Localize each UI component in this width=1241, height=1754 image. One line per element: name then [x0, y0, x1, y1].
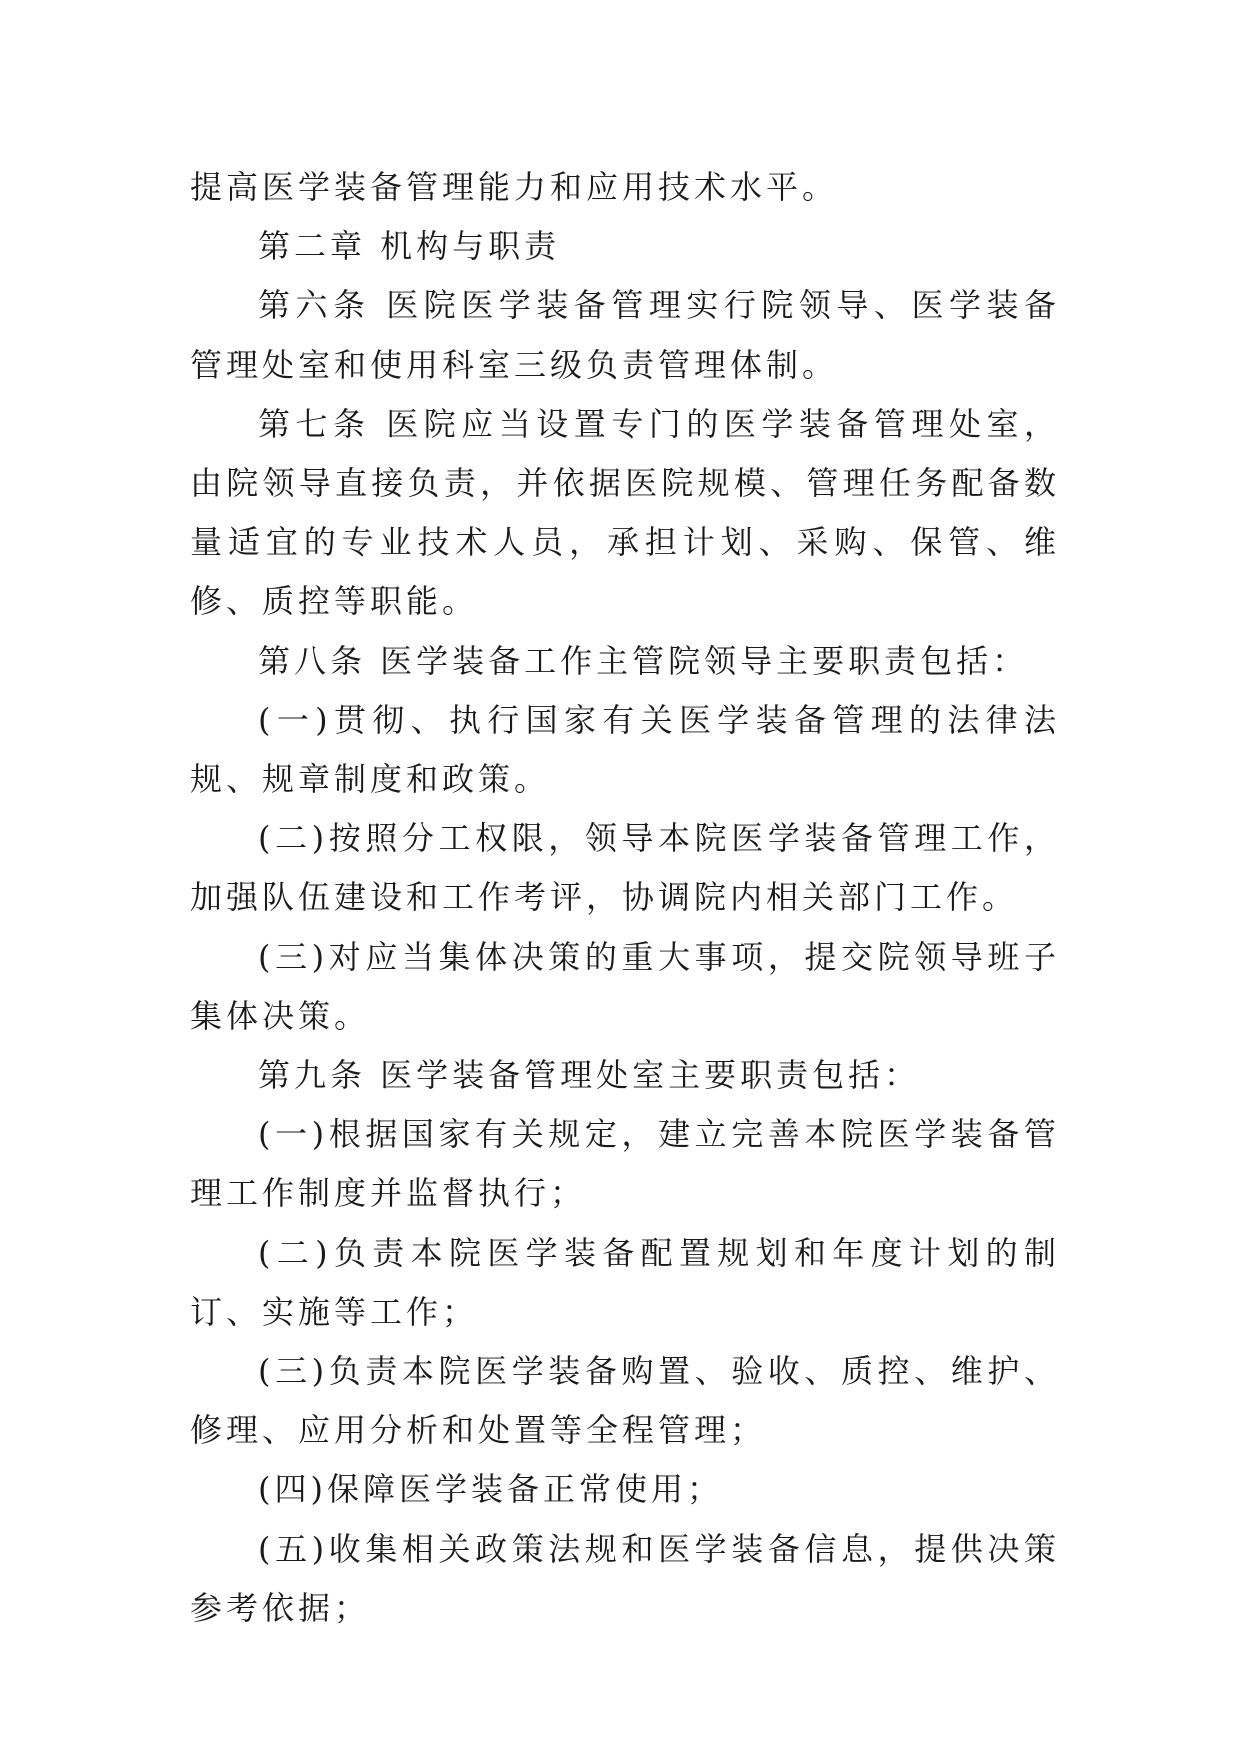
article-8-item-2: (二)按照分工权限，领导本院医学装备管理工作，加强队伍建设和工作考评，协调院内相关部门工作。 — [190, 819, 1060, 917]
article-7: 第七条 医院应当设置专门的医学装备管理处室，由院领导直接负责，并依据医院规模、管理任务配备数量适宜的专业技术人员，承担计划、采购、保管、维修、质控等职能。 — [190, 404, 1060, 621]
article-9-item-1: (一)根据国家有关规定，建立完善本院医学装备管理工作制度并监督执行； — [190, 1115, 1060, 1213]
document-body — [190, 158, 1060, 1638]
article-9-item-5: (五)收集相关政策法规和医学装备信息，提供决策参考依据； — [190, 1529, 1060, 1627]
article-9-item-3: (三)负责本院医学装备购置、验收、质控、维护、修理、应用分析和处置等全程管理； — [190, 1352, 1060, 1450]
article-8-item-3: (三)对应当集体决策的重大事项，提交院领导班子集体决策。 — [190, 937, 1060, 1035]
article-9-item-4: (四)保障医学装备正常使用； — [258, 1470, 723, 1509]
article-8-item-1: (一)贯彻、执行国家有关医学装备管理的法律法规、规章制度和政策。 — [190, 700, 1060, 799]
article-9: 第九条 医学装备管理处室主要职责包括： — [258, 1056, 921, 1095]
paragraph-continuation: 提高医学装备管理能力和应用技术水平。 — [190, 168, 839, 206]
article-9-item-2: (二)负责本院医学装备配置规划和年度计划的制订、实施等工作； — [190, 1233, 1060, 1331]
chapter-heading: 第二章 机构与职责 — [258, 227, 561, 266]
article-6: 第六条 医院医学装备管理实行院领导、医学装备管理处室和使用科室三级负责管理体制。 — [190, 286, 1060, 384]
article-8: 第八条 医学装备工作主管院领导主要职责包括： — [258, 641, 1029, 680]
